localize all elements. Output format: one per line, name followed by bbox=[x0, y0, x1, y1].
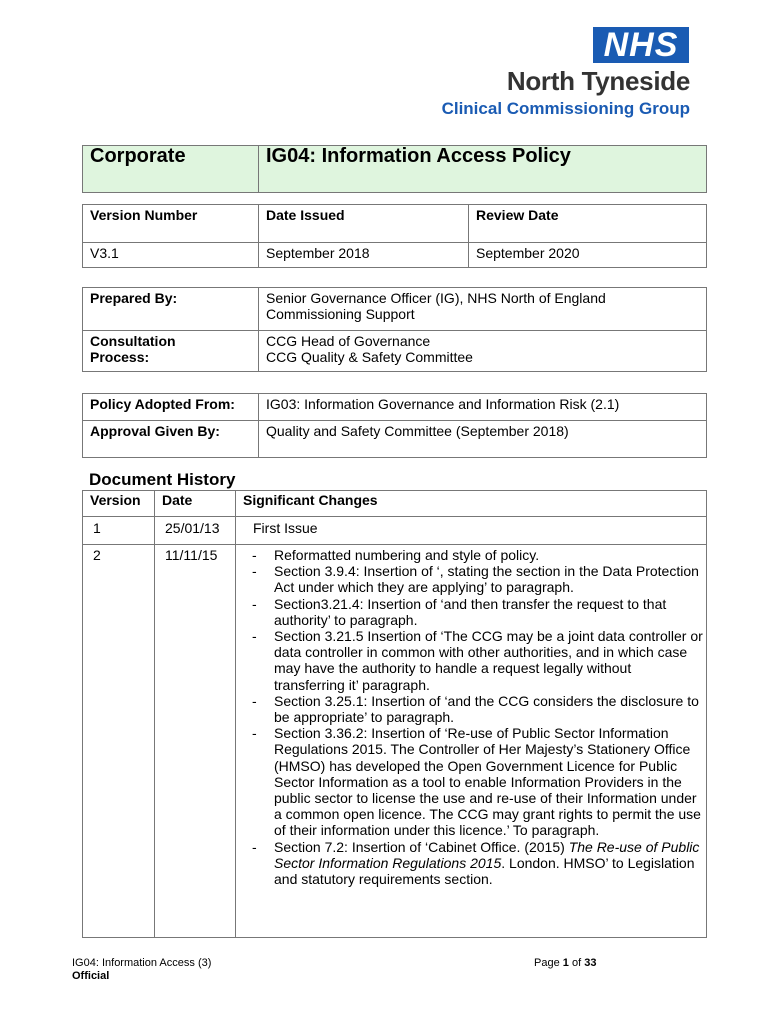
history-change-cell bbox=[236, 545, 707, 938]
document-history-title: Document History bbox=[89, 470, 236, 489]
prepared-by-label: Prepared By: bbox=[83, 288, 259, 331]
change-text: . London. HMSO’ to Legislation and statutory requirements section. bbox=[274, 854, 695, 888]
change-text: Section3.21.4: Insertion of ‘and then transfer the request to that authority’ to paragraph. bbox=[274, 595, 667, 628]
review-date-value: September 2020 bbox=[469, 243, 707, 268]
title-table bbox=[82, 145, 707, 193]
page-current: 1 bbox=[562, 957, 569, 969]
list-item: - Section 3.21.5 Insertion of ‘The CCG may be a joint data controller or data controller in common with other authorities, and in which case may have the authority to handle a request legally without transferring it’ paragraph. bbox=[252, 628, 703, 693]
version-number-value: V3.1 bbox=[83, 243, 259, 268]
prepared-by-value bbox=[259, 288, 707, 331]
approval-value: Quality and Safety Committee (September 2018) bbox=[259, 421, 707, 458]
page-of: of bbox=[571, 957, 582, 969]
page-number bbox=[534, 957, 596, 969]
table-row bbox=[83, 517, 707, 545]
policy-title-cell: IG04: Information Access Policy bbox=[259, 146, 707, 193]
preparation-table bbox=[82, 287, 707, 372]
change-citation: The Re-use of Public Sector Information Regulations 2015 bbox=[274, 838, 700, 871]
history-date-header: Date bbox=[155, 491, 236, 517]
org-subtitle: Clinical Commissioning Group bbox=[441, 99, 690, 118]
prepared-by-line: Senior Governance Officer (IG), NHS North of England bbox=[266, 290, 606, 306]
history-changes-header: Significant Changes bbox=[236, 491, 707, 517]
history-version-cell: 1 bbox=[83, 517, 155, 545]
consultation-line: CCG Quality & Safety Committee bbox=[266, 349, 473, 365]
change-text: Section 3.25.1: Insertion of ‘and the CCG considers the disclosure to be appropriate’ to paragraph. bbox=[274, 692, 699, 726]
list-item: - Section 3.9.4: Insertion of ‘, stating the section in the Data Protection Act under which they are applying’ to paragraph. bbox=[252, 563, 699, 596]
category-cell: Corporate bbox=[83, 146, 259, 193]
change-text: Section 3.36.2: Insertion of ‘Re-use of Public Sector Information Regulations 2015. The Controller of Her Majesty’s Stationery Office (HMSO) has developed the Open Government Licence for Public Sector Information as a tool to enable Information Providers in the public sector to license the use and re-use of their Information under a common open licence. The CCG may grant rights to permit the use of their information under this licence.’ To paragraph. bbox=[274, 725, 701, 839]
document-history-table bbox=[82, 490, 707, 938]
history-version-cell: 2 bbox=[83, 545, 155, 938]
change-text: Section 3.21.5 Insertion of ‘The CCG may be a joint data controller or data controller in common with other authorities, and in which case may have the authority to handle a request legally without transferring it’ paragraph. bbox=[274, 628, 703, 693]
policy-adopted-label: Policy Adopted From: bbox=[83, 394, 259, 421]
review-date-header: Review Date bbox=[469, 205, 707, 243]
version-table bbox=[82, 204, 707, 268]
change-text: Section 7.2: Insertion of ‘Cabinet Office. (2015) bbox=[274, 838, 569, 855]
consultation-label bbox=[83, 331, 259, 372]
page-prefix: Page bbox=[534, 957, 560, 969]
change-text: Reformatted numbering and style of policy. bbox=[274, 547, 540, 563]
consultation-label-line: Process: bbox=[90, 349, 150, 365]
prepared-by-line: Commissioning Support bbox=[266, 306, 415, 322]
consultation-label-line: Consultation bbox=[90, 333, 176, 349]
approval-label: Approval Given By: bbox=[83, 421, 259, 458]
list-item: - Section3.21.4: Insertion of ‘and then transfer the request to that authority’ to paragraph. bbox=[252, 595, 667, 628]
policy-table bbox=[82, 393, 707, 458]
document-reference: IG04: Information Access (3) bbox=[72, 957, 212, 969]
list-item: - Section 3.36.2: Insertion of ‘Re-use of Public Sector Information Regulations 2015. The Controller of Her Majesty’s Stationery Office (HMSO) has developed the Open Government Licence for Public Sector Information as a tool to enable Information Providers in the public sector to license the use and re-use of their Information under a common open licence. The CCG may grant rights to permit the use of their information under this licence.’ To paragraph. bbox=[252, 725, 701, 839]
date-issued-value: September 2018 bbox=[259, 243, 469, 268]
page-total: 33 bbox=[584, 957, 597, 969]
consultation-value bbox=[259, 331, 707, 372]
history-date-cell: 25/01/13 bbox=[155, 517, 236, 545]
history-change-cell: First Issue bbox=[236, 517, 707, 545]
history-date-cell: 11/11/15 bbox=[155, 545, 236, 938]
list-item: - Section 3.25.1: Insertion of ‘and the CCG considers the disclosure to be appropriate’ to paragraph. bbox=[252, 692, 699, 726]
nhs-logo: NHS bbox=[593, 27, 689, 63]
classification-label: Official bbox=[72, 970, 110, 982]
list-item: - Section 7.2: Insertion of ‘Cabinet Office. (2015) The Re-use of Public Sector Information Regulations 2015. London. HMSO’ to Legislation and statutory requirements section. bbox=[252, 838, 700, 888]
history-version-header: Version bbox=[83, 491, 155, 517]
version-number-header: Version Number bbox=[83, 205, 259, 243]
table-row bbox=[83, 545, 707, 938]
date-issued-header: Date Issued bbox=[259, 205, 469, 243]
org-name: North Tyneside bbox=[506, 66, 690, 96]
change-list bbox=[246, 547, 704, 887]
consultation-line: CCG Head of Governance bbox=[266, 333, 431, 349]
footer-left bbox=[72, 957, 211, 983]
list-item: - Reformatted numbering and style of policy. bbox=[252, 547, 540, 563]
change-text: Section 3.9.4: Insertion of ‘, stating the section in the Data Protection Act under which they are applying’ to paragraph. bbox=[274, 563, 699, 596]
policy-adopted-value: IG03: Information Governance and Information Risk (2.1) bbox=[259, 394, 707, 421]
